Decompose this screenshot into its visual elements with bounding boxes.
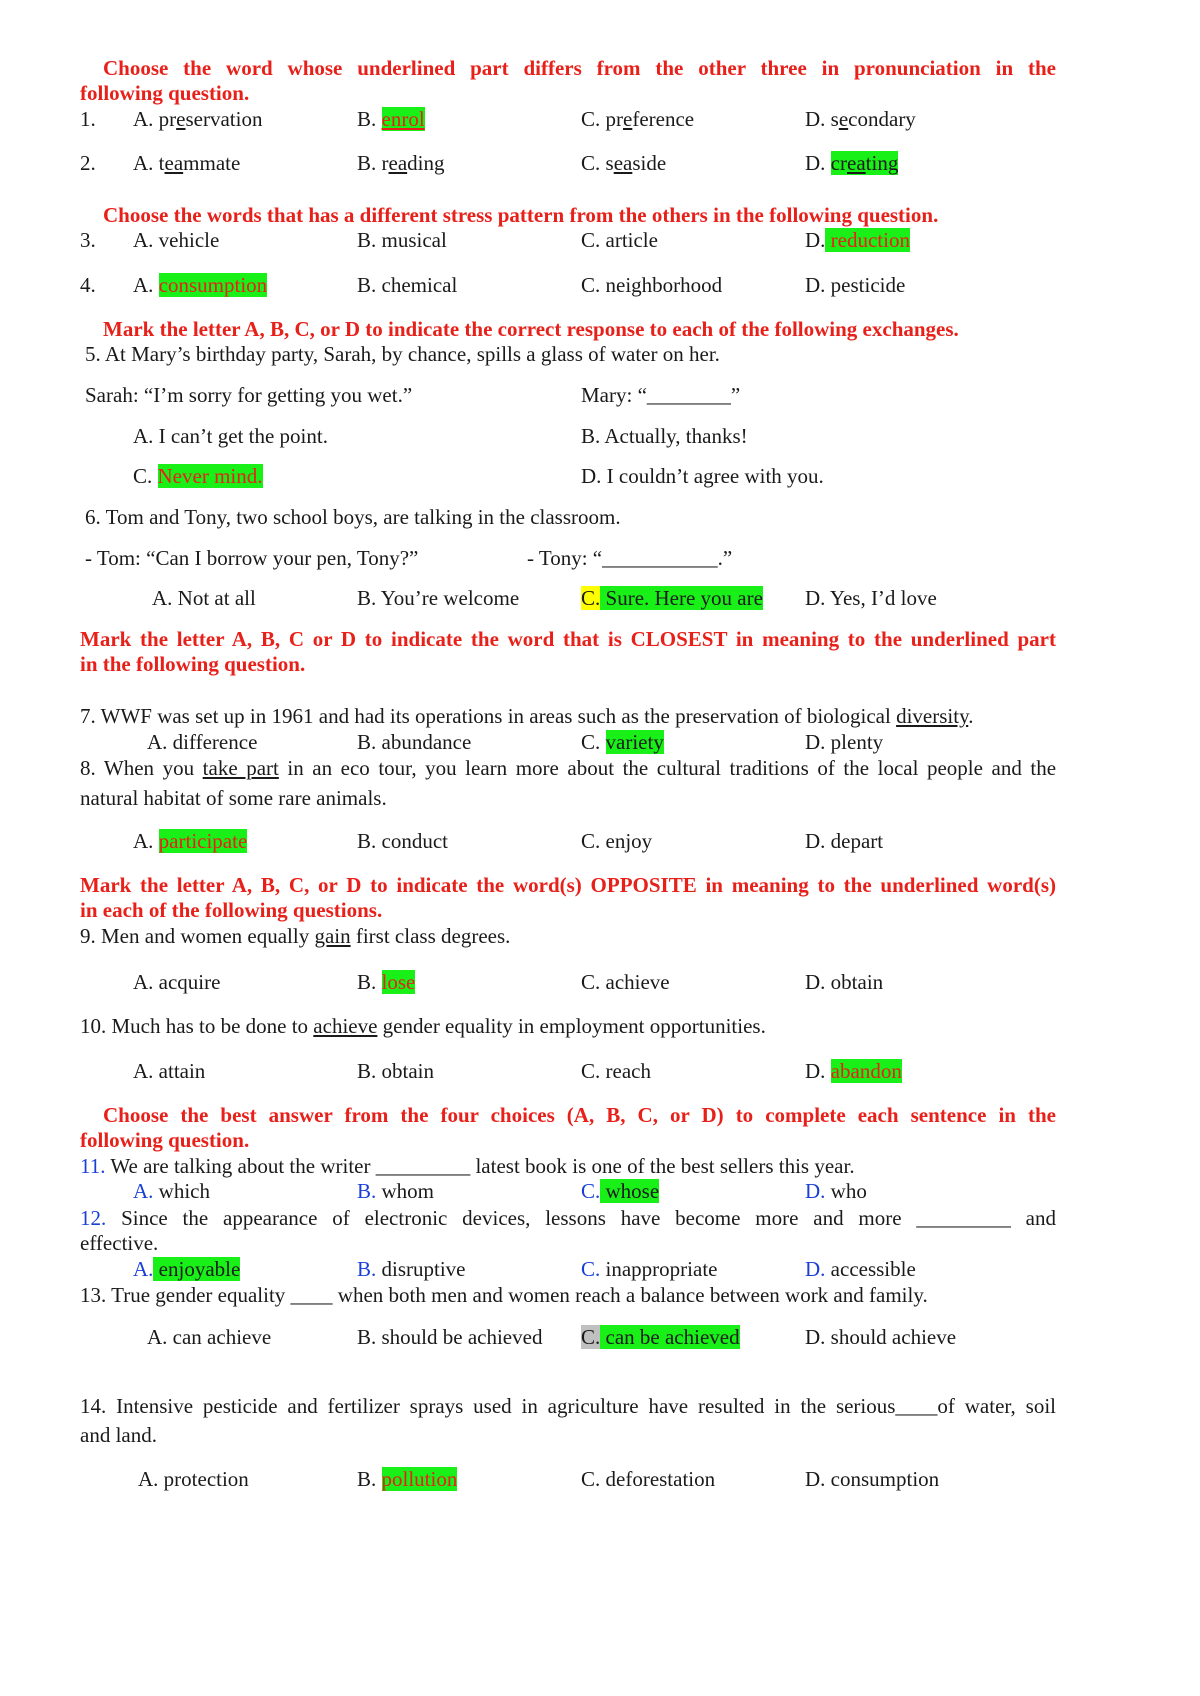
- answer-highlight: variety: [605, 730, 664, 754]
- q6-option-d[interactable]: D. Yes, I’d love: [805, 586, 937, 610]
- q4-option-c[interactable]: C. neighborhood: [581, 273, 723, 297]
- question-11-stem: 11. We are talking about the writer _________ latest book is one of the best sellers this year.: [80, 1154, 855, 1178]
- q14-option-c[interactable]: C. deforestation: [581, 1467, 716, 1491]
- question-14-stem: 14. Intensive pesticide and fertilizer sprays used in agriculture have resulted in the serious____of water, soil: [80, 1394, 1056, 1418]
- q8-option-b[interactable]: B. conduct: [357, 829, 448, 853]
- question-8-stem-cont: natural habitat of some rare animals.: [80, 786, 387, 810]
- q13-option-d[interactable]: D. should achieve: [805, 1325, 957, 1349]
- q11-option-a[interactable]: A. which: [133, 1179, 210, 1203]
- q8-option-d[interactable]: D. depart: [805, 829, 884, 853]
- q14-option-a[interactable]: A. protection: [138, 1467, 249, 1491]
- q1-option-c[interactable]: C. preference: [581, 107, 695, 131]
- q7-option-a[interactable]: A. difference: [147, 730, 258, 754]
- answer-highlight: lose: [381, 970, 416, 994]
- q5-mary-line: Mary: “________”: [581, 383, 741, 407]
- q6-option-c[interactable]: C. Sure. Here you are: [581, 586, 763, 610]
- question-12-stem: 12. Since the appearance of electronic devices, lessons have become more and more _________ and: [80, 1206, 1056, 1230]
- q5-option-a[interactable]: A. I can’t get the point.: [133, 424, 328, 448]
- question-8-stem: 8. When you take part in an eco tour, you learn more about the cultural traditions of the local people and the: [80, 756, 1057, 780]
- question-7-stem: 7. WWF was set up in 1961 and had its operations in areas such as the preservation of biological diversity.: [80, 704, 974, 728]
- q6-option-a[interactable]: A. Not at all: [152, 586, 256, 610]
- section-4-heading: Mark the letter A, B, C or D to indicate the word that is CLOSEST in meaning to the underlined part: [80, 627, 1056, 651]
- q14-option-d[interactable]: D. consumption: [805, 1467, 940, 1491]
- answer-highlight: enjoyable: [153, 1257, 241, 1281]
- q5-option-b[interactable]: B. Actually, thanks!: [581, 424, 748, 448]
- q6-tony-line: - Tony: “___________.”: [527, 546, 733, 570]
- q5-option-c[interactable]: C. Never mind.: [133, 464, 263, 488]
- section-2-heading: Choose the words that has a different stress pattern from the others in the following question.: [103, 203, 939, 227]
- answer-highlight: Never mind.: [157, 464, 263, 488]
- q4-option-b[interactable]: B. chemical: [357, 273, 458, 297]
- q1-option-a[interactable]: A. preservation: [133, 107, 263, 131]
- question-13-stem: 13. True gender equality ____ when both men and women reach a balance between work and family.: [80, 1283, 928, 1307]
- q6-tom-line: - Tom: “Can I borrow your pen, Tony?”: [85, 546, 419, 570]
- q3-option-d[interactable]: D. reduction: [805, 228, 910, 252]
- answer-highlight: consumption: [158, 273, 268, 297]
- section-1-heading-cont: following question.: [80, 81, 250, 105]
- q8-option-a[interactable]: A. participate: [133, 829, 248, 853]
- question-9-stem: 9. Men and women equally gain first class degrees.: [80, 924, 511, 948]
- q10-option-d[interactable]: D. abandon: [805, 1059, 902, 1083]
- q9-option-c[interactable]: C. achieve: [581, 970, 670, 994]
- q12-option-c[interactable]: C. inappropriate: [581, 1257, 718, 1281]
- answer-highlight: enrol: [381, 107, 425, 131]
- q13-option-a[interactable]: A. can achieve: [147, 1325, 272, 1349]
- q14-option-b[interactable]: B. pollution: [357, 1467, 458, 1491]
- question-2-number: 2.: [80, 151, 96, 175]
- q5-sarah-line: Sarah: “I’m sorry for getting you wet.”: [85, 383, 413, 407]
- q3-option-a[interactable]: A. vehicle: [133, 228, 220, 252]
- q9-option-d[interactable]: D. obtain: [805, 970, 884, 994]
- question-6-stem: 6. Tom and Tony, two school boys, are talking in the classroom.: [85, 505, 621, 529]
- question-4-number: 4.: [80, 273, 96, 297]
- q2-option-d[interactable]: D. creating: [805, 151, 899, 175]
- q11-option-c[interactable]: C. whose: [581, 1179, 660, 1203]
- q10-option-b[interactable]: B. obtain: [357, 1059, 434, 1083]
- section-5-heading: Mark the letter A, B, C, or D to indicate the word(s) OPPOSITE in meaning to the underlined word(s): [80, 873, 1056, 897]
- question-5-stem: 5. At Mary’s birthday party, Sarah, by chance, spills a glass of water on her.: [85, 342, 720, 366]
- q13-option-b[interactable]: B. should be achieved: [357, 1325, 543, 1349]
- answer-highlight: abandon: [830, 1059, 902, 1083]
- question-10-stem: 10. Much has to be done to achieve gender equality in employment opportunities.: [80, 1014, 766, 1038]
- q4-option-d[interactable]: D. pesticide: [805, 273, 906, 297]
- q11-option-d[interactable]: D. who: [805, 1179, 867, 1203]
- section-5-heading-cont: in each of the following questions.: [80, 898, 383, 922]
- q9-option-b[interactable]: B. lose: [357, 970, 416, 994]
- q4-option-a[interactable]: A. consumption: [133, 273, 268, 297]
- question-3-number: 3.: [80, 228, 96, 252]
- q13-option-c[interactable]: C. can be achieved: [581, 1325, 740, 1349]
- q7-option-b[interactable]: B. abundance: [357, 730, 472, 754]
- q10-option-c[interactable]: C. reach: [581, 1059, 651, 1083]
- section-6-heading-cont: following question.: [80, 1128, 250, 1152]
- q7-option-c[interactable]: C. variety: [581, 730, 664, 754]
- section-3-heading: Mark the letter A, B, C, or D to indicate the correct response to each of the following exchanges.: [103, 317, 959, 341]
- q1-option-b[interactable]: B. enrol: [357, 107, 425, 131]
- answer-highlight: whose: [600, 1179, 660, 1203]
- question-1-number: 1.: [80, 107, 96, 131]
- q7-option-d[interactable]: D. plenty: [805, 730, 884, 754]
- q11-option-b[interactable]: B. whom: [357, 1179, 435, 1203]
- q12-option-d[interactable]: D. accessible: [805, 1257, 916, 1281]
- q2-option-a[interactable]: A. teammate: [133, 151, 241, 175]
- q1-option-d[interactable]: D. secondary: [805, 107, 916, 131]
- q2-option-b[interactable]: B. reading: [357, 151, 445, 175]
- section-4-heading-cont: in the following question.: [80, 652, 306, 676]
- answer-highlight: pollution: [381, 1467, 458, 1491]
- question-12-stem-cont: effective.: [80, 1231, 159, 1255]
- q2-option-c[interactable]: C. seaside: [581, 151, 667, 175]
- q3-option-b[interactable]: B. musical: [357, 228, 447, 252]
- answer-highlight: creating: [830, 151, 899, 175]
- section-1-heading: Choose the word whose underlined part differs from the other three in pronunciation in the: [103, 56, 1056, 80]
- section-6-heading: Choose the best answer from the four choices (A, B, C, or D) to complete each sentence in the: [103, 1103, 1056, 1127]
- q6-option-b[interactable]: B. You’re welcome: [357, 586, 520, 610]
- answer-highlight: Sure. Here you are: [600, 586, 763, 610]
- q9-option-a[interactable]: A. acquire: [133, 970, 221, 994]
- answer-highlight: can be achieved: [600, 1325, 740, 1349]
- answer-highlight: reduction: [825, 228, 910, 252]
- q5-option-d[interactable]: D. I couldn’t agree with you.: [581, 464, 824, 488]
- q8-option-c[interactable]: C. enjoy: [581, 829, 653, 853]
- q12-option-b[interactable]: B. disruptive: [357, 1257, 466, 1281]
- question-14-stem-cont: and land.: [80, 1423, 157, 1447]
- q10-option-a[interactable]: A. attain: [133, 1059, 206, 1083]
- q3-option-c[interactable]: C. article: [581, 228, 658, 252]
- answer-highlight: participate: [158, 829, 248, 853]
- q12-option-a[interactable]: A. enjoyable: [133, 1257, 241, 1281]
